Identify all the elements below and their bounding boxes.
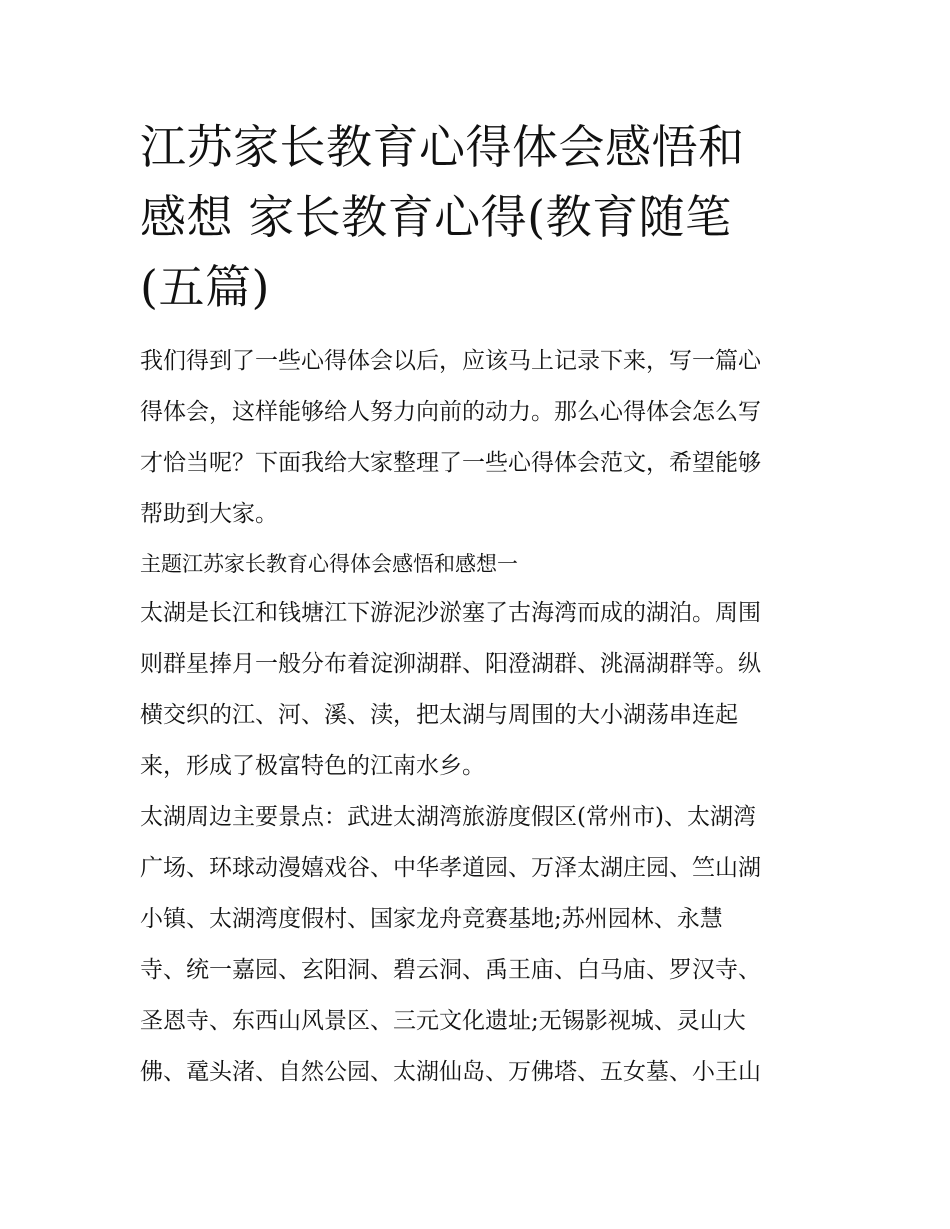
section-heading [140,540,820,588]
document-title [140,112,820,322]
text-line: 小镇、太湖湾度假村、国家龙舟竞赛基地;苏州园林、永慧 [140,906,723,932]
text-line: 圣恩寺、东西山风景区、三元文化遗址;无锡影视城、灵山大 [140,1008,746,1034]
text-line: 太湖是长江和钱塘江下游泥沙淤塞了古海湾而成的湖泊。周围 [140,600,761,626]
section-heading-text: 主题江苏家长教育心得体会感悟和感想一 [140,552,518,576]
text-line: 广场、环球动漫嬉戏谷、中华孝道园、万泽太湖庄园、竺山湖 [140,855,761,881]
text-line: 才恰当呢？下面我给大家整理了一些心得体会范文，希望能够 [140,450,761,476]
text-line: 横交织的江、河、溪、渎，把太湖与周围的大小湖荡串连起 [140,702,738,728]
title-line: (五篇) [140,260,270,314]
document-body [140,336,820,1098]
document-content [140,112,820,1098]
text-line: 佛、鼋头渚、自然公园、太湖仙岛、万佛塔、五女墓、小王山 [140,1059,761,1085]
paragraph-taihu-attractions [140,792,820,1098]
text-line: 得体会，这样能够给人努力向前的动力。那么心得体会怎么写 [140,399,761,425]
text-line: 太湖周边主要景点：武进太湖湾旅游度假区(常州市)、太湖湾 [140,804,756,830]
paragraph-taihu-intro [140,588,820,792]
text-line: 帮助到大家。 [140,501,278,527]
text-line: 我们得到了一些心得体会以后，应该马上记录下来，写一篇心 [140,348,761,374]
text-line: 则群星捧月一般分布着淀泖湖群、阳澄湖群、洮滆湖群等。纵 [140,651,761,677]
intro-paragraph [140,336,820,540]
title-line: 江苏家长教育心得体会感悟和 [140,120,745,174]
text-line: 来，形成了极富特色的江南水乡。 [140,753,485,779]
text-line: 寺、统一嘉园、玄阳洞、碧云洞、禹王庙、白马庙、罗汉寺、 [140,957,761,983]
title-line: 感想 家长教育心得(教育随笔 [140,190,732,244]
